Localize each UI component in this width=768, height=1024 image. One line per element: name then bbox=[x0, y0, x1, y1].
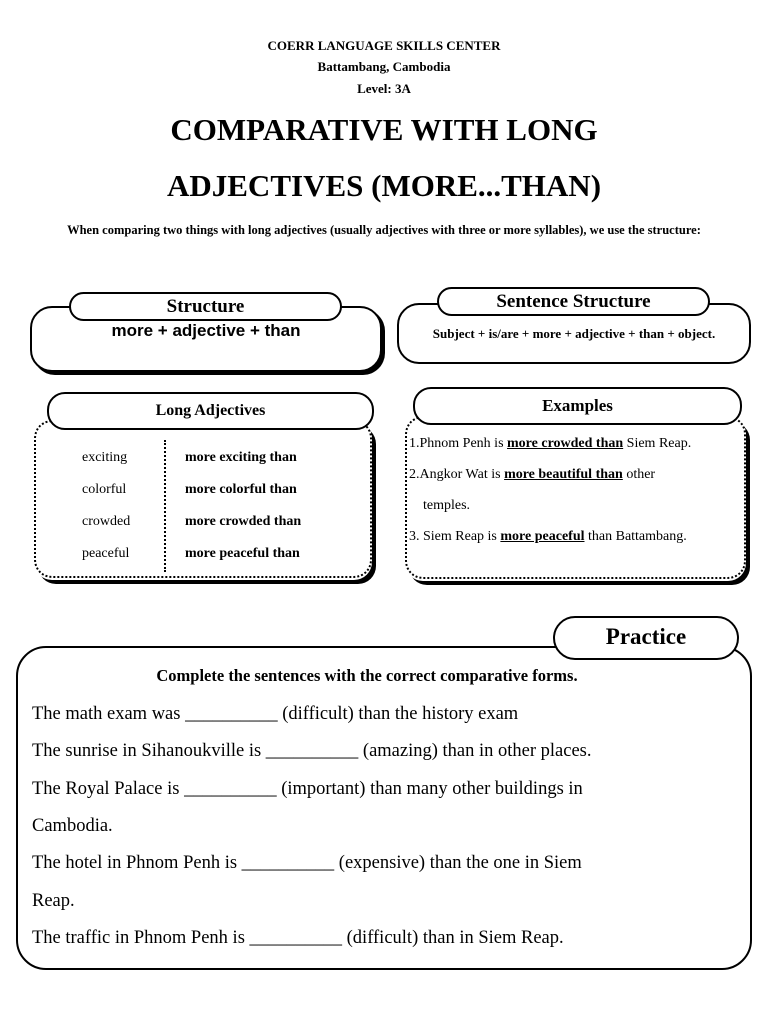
adjective-comparative: more colorful than bbox=[185, 482, 297, 497]
example-text: other bbox=[622, 467, 656, 482]
example-2 bbox=[409, 467, 655, 483]
title-line-1: COMPARATIVE WITH LONG bbox=[170, 112, 598, 147]
practice-sentence-3-continued: Cambodia. bbox=[32, 816, 113, 836]
example-text: than Battambang. bbox=[584, 529, 687, 544]
practice-sentence-5: The traffic in Phnom Penh is __________ (difficult) than in Siem Reap. bbox=[32, 928, 564, 948]
intro-text: When comparing two things with long adjectives (usually adjectives with three or more syllables), we use the structure: bbox=[67, 223, 701, 237]
structure-heading: Structure bbox=[69, 292, 342, 321]
practice-sentence-3: The Royal Palace is __________ (important) than many other buildings in bbox=[32, 779, 583, 799]
long-adjectives-heading: Long Adjectives bbox=[47, 392, 374, 430]
practice-sentence-2: The sunrise in Sihanoukville is __________ (amazing) than in other places. bbox=[32, 741, 592, 761]
title-line-2: ADJECTIVES (MORE...THAN) bbox=[166, 168, 602, 203]
example-text: Phnom Penh is bbox=[419, 436, 508, 451]
example-comparative: more beautiful than bbox=[504, 467, 623, 482]
practice-box bbox=[16, 646, 752, 970]
adjective-comparative: more peaceful than bbox=[185, 546, 300, 561]
adjective-word: exciting bbox=[82, 450, 128, 465]
practice-instruction: Complete the sentences with the correct comparative forms. bbox=[156, 666, 578, 685]
adjective-word: crowded bbox=[82, 514, 131, 529]
sentence-structure-formula: Subject + is/are + more + adjective + than + object. bbox=[432, 326, 716, 341]
example-comparative: more peaceful bbox=[500, 529, 585, 544]
adjective-word: peaceful bbox=[82, 546, 130, 561]
practice-heading: Practice bbox=[553, 616, 739, 660]
adjective-word: colorful bbox=[82, 482, 127, 497]
example-text: Siem Reap is bbox=[419, 529, 501, 544]
example-text: Siem Reap. bbox=[623, 436, 692, 451]
practice-sentence-1: The math exam was __________ (difficult) than the history exam bbox=[32, 704, 519, 724]
example-comparative: more crowded than bbox=[507, 436, 624, 451]
practice-sentence-4: The hotel in Phnom Penh is __________ (expensive) than the one in Siem bbox=[32, 853, 582, 873]
sentence-structure-heading: Sentence Structure bbox=[437, 287, 710, 316]
example-number: 1. bbox=[409, 436, 420, 451]
example-text: temples. bbox=[423, 498, 471, 513]
example-number: 3. bbox=[409, 529, 420, 544]
level: Level: 3A bbox=[357, 81, 411, 96]
examples-heading: Examples bbox=[413, 387, 742, 425]
example-1 bbox=[409, 436, 691, 452]
long-adjectives-box bbox=[34, 420, 372, 578]
example-2-continued bbox=[423, 498, 470, 514]
example-text: Angkor Wat is bbox=[419, 467, 505, 482]
column-divider bbox=[164, 440, 166, 572]
location: Battambang, Cambodia bbox=[317, 59, 451, 74]
example-3 bbox=[409, 529, 687, 545]
adjective-comparative: more exciting than bbox=[185, 450, 297, 465]
adjective-comparative: more crowded than bbox=[185, 514, 302, 529]
example-number: 2. bbox=[409, 467, 420, 482]
practice-sentence-4-continued: Reap. bbox=[32, 891, 75, 911]
org-name: COERR LANGUAGE SKILLS CENTER bbox=[267, 38, 501, 53]
examples-box bbox=[405, 416, 746, 579]
structure-formula: more + adjective + than bbox=[111, 321, 301, 340]
